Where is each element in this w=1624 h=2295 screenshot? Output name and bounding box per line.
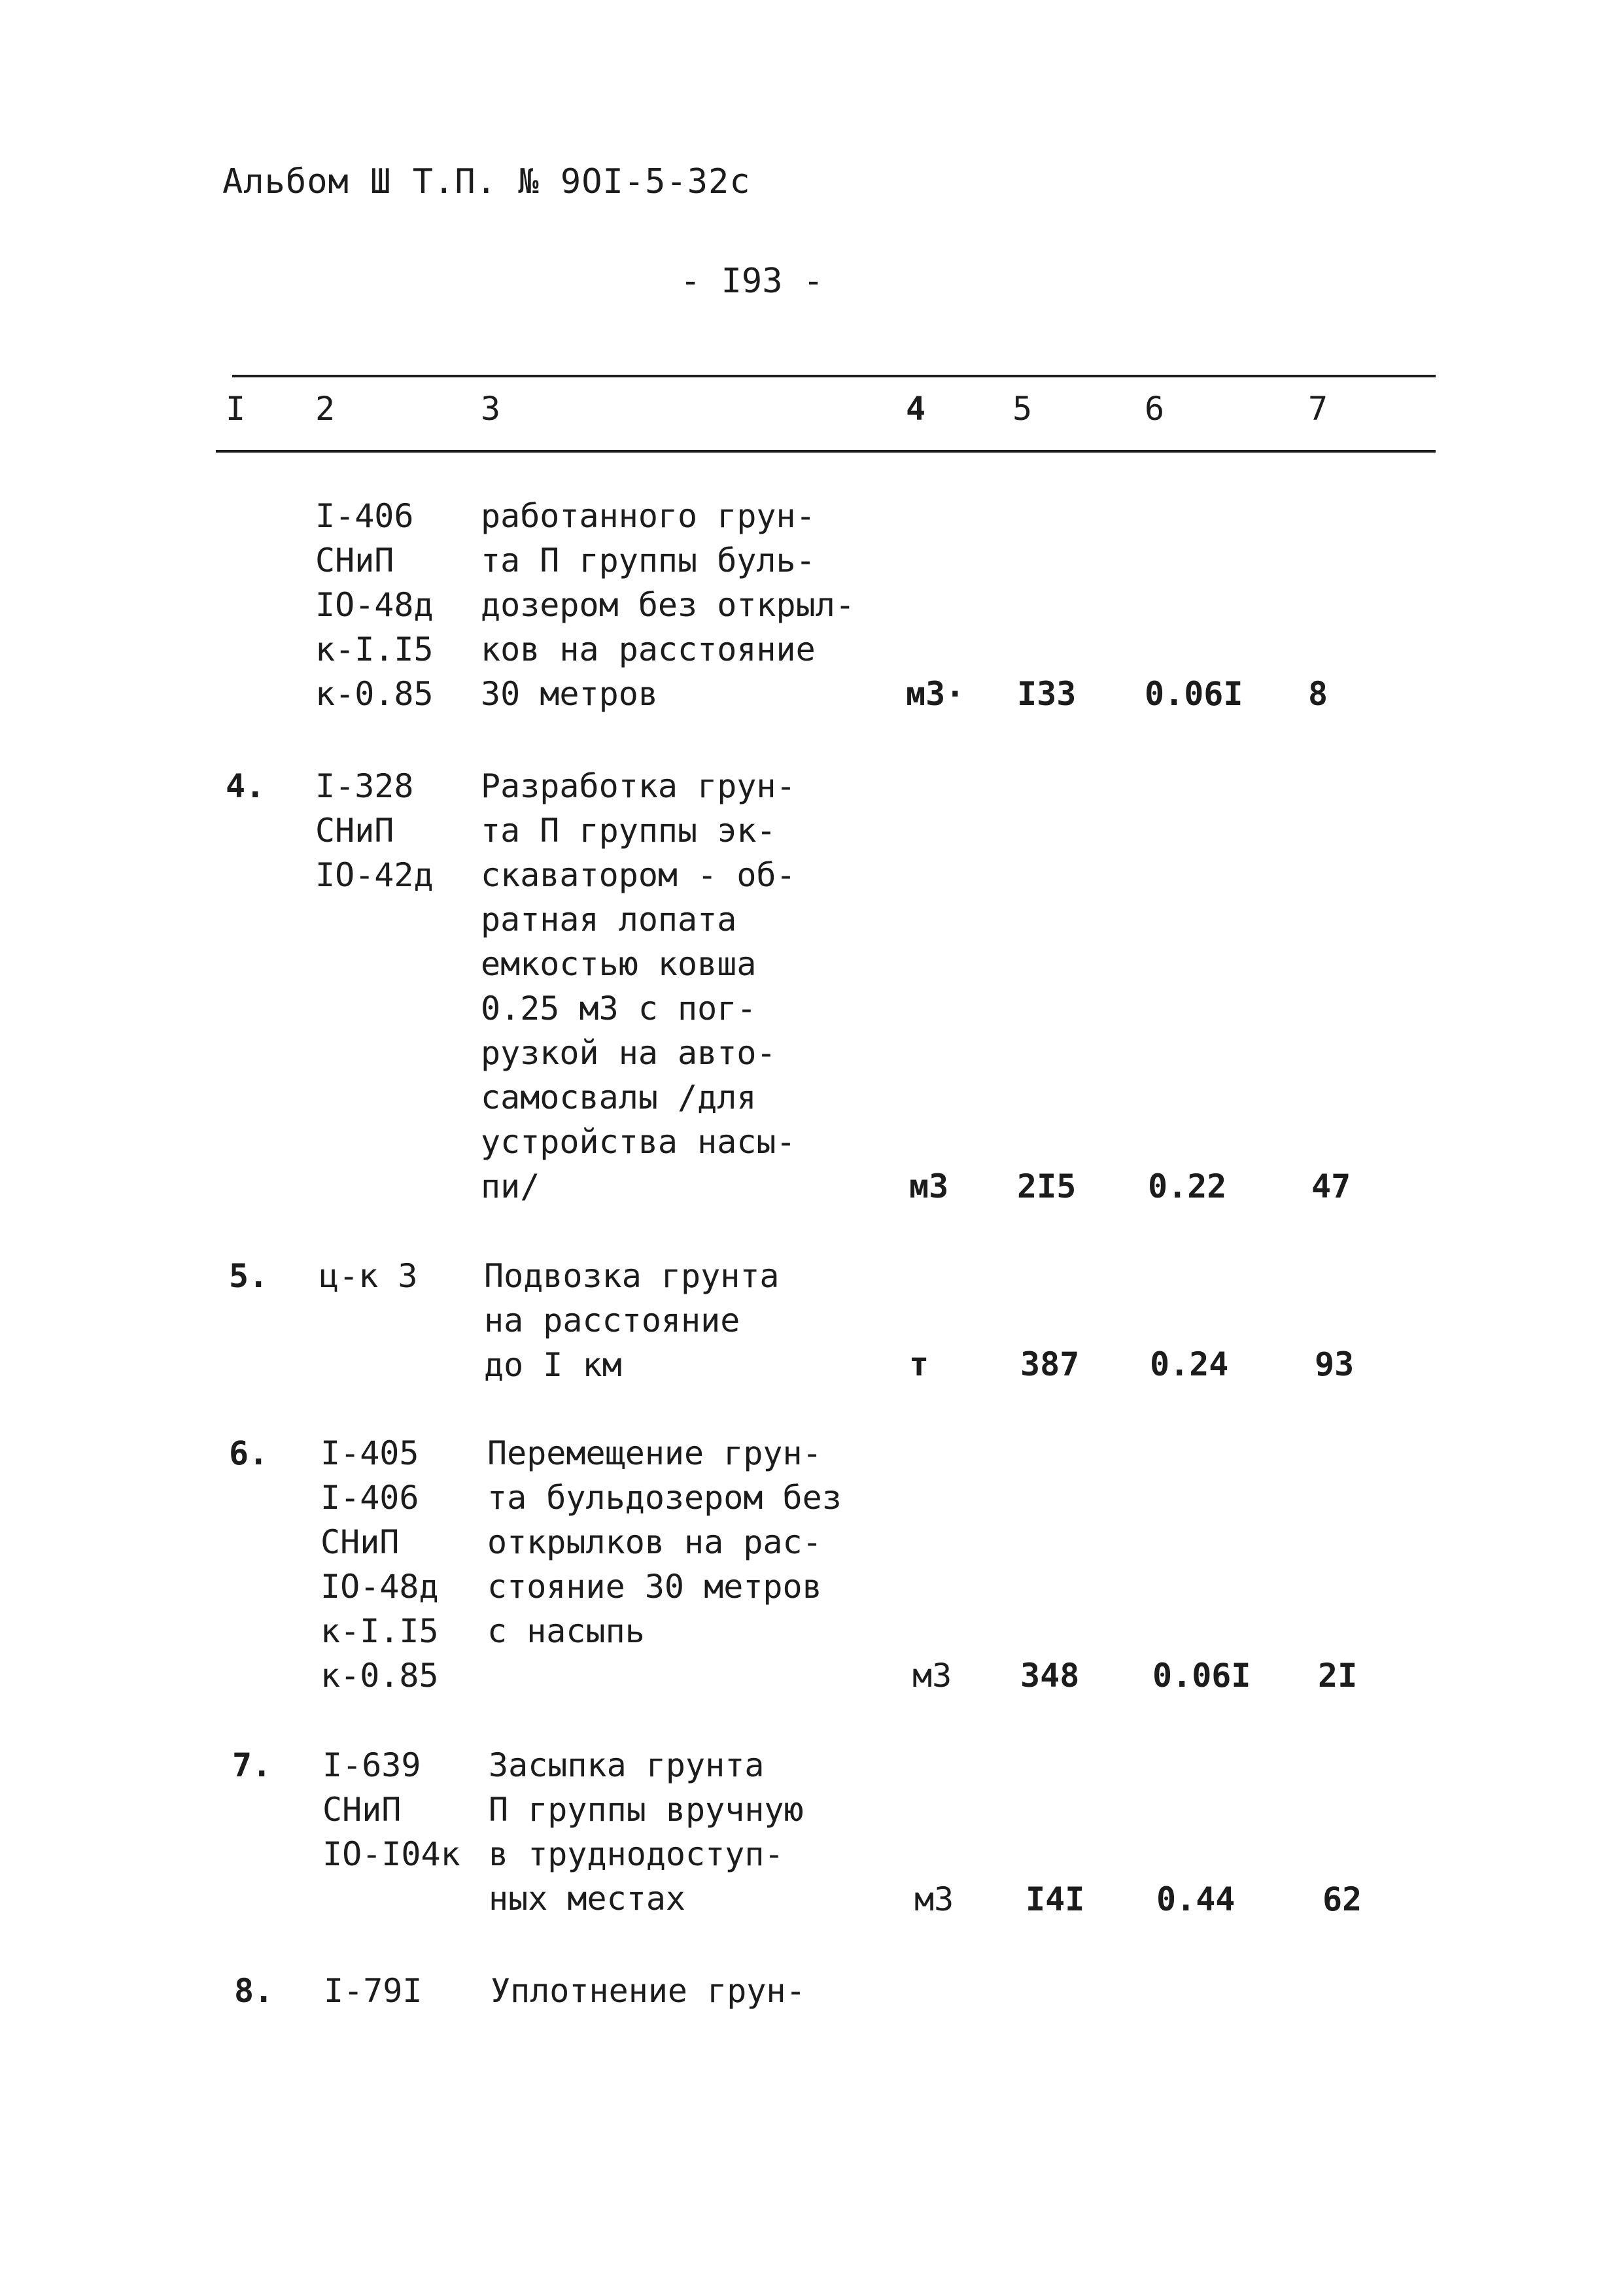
row-description: Разработка грун- та П группы эк- скаватором - об- ратная лопата емкостью ковша 0.25 м3 с пог- рузкой на авто- самосвалы /для устройства насы- пи/ [481, 767, 796, 1205]
row-code: I-639 СНиП IO-I04к [322, 1746, 460, 1873]
row-quantity: 348 [1020, 1657, 1080, 1695]
row-code: I-405 I-406 СНиП IO-48д к-I.I5 к-0.85 [320, 1434, 439, 1695]
row-quantity: 2I5 [1017, 1167, 1077, 1205]
row-unit: м3 [909, 1167, 949, 1205]
row-code: I-79I [324, 1972, 423, 2010]
row-quantity: I4I [1026, 1880, 1085, 1918]
row-description: Засыпка грунта П группы вручную в труднодоступ- ных местах [489, 1746, 804, 1918]
row-total: 93 [1315, 1345, 1355, 1383]
row-rate: 0.24 [1150, 1345, 1229, 1383]
column-header-5: 5 [1012, 390, 1033, 428]
row-unit: м3 [912, 1657, 952, 1695]
row-total: 62 [1322, 1880, 1362, 1918]
row-code: ц-к 3 [319, 1257, 418, 1295]
row-rate: 0.22 [1148, 1167, 1227, 1205]
row-description: Уплотнение грун- [491, 1972, 806, 2010]
row-unit: м3 [914, 1880, 954, 1918]
row-description: Перемещение грун- та бульдозером без открылков на рас- стояние 30 метров с насыпь [487, 1434, 842, 1650]
row-index: 4. [226, 767, 266, 805]
row-total: 47 [1311, 1167, 1351, 1205]
row-quantity: 387 [1020, 1345, 1080, 1383]
column-header-4: 4 [906, 390, 926, 428]
page-number: - I93 - [680, 262, 824, 301]
row-rate: 0.06I [1152, 1657, 1251, 1695]
column-header-7: 7 [1308, 390, 1328, 428]
row-description: Подвозка грунта на расстояние до I км [484, 1257, 780, 1384]
column-header-2: 2 [315, 390, 336, 428]
row-index: 8. [234, 1972, 274, 2010]
row-description: работанного грун- та П группы буль- дозером без открыл- ков на расстояние 30 метров [481, 497, 855, 713]
row-rate: 0.44 [1156, 1880, 1235, 1918]
row-code: I-328 СНиП IO-42д [315, 767, 434, 894]
album-title: Альбом Ш Т.П. № 9OI-5-32с [222, 162, 751, 201]
row-rate: 0.06I [1145, 675, 1243, 713]
row-total: 8 [1308, 675, 1328, 713]
row-code: I-406 СНиП IO-48д к-I.I5 к-0.85 [315, 497, 434, 713]
column-header-3: 3 [481, 390, 501, 428]
row-unit: т [909, 1345, 929, 1383]
row-total: 2I [1318, 1657, 1358, 1695]
row-quantity: I33 [1017, 675, 1077, 713]
column-header-1: I [226, 390, 246, 428]
table-top-rule [232, 375, 1436, 377]
column-header-6: 6 [1145, 390, 1165, 428]
table-header-rule [216, 450, 1436, 453]
row-index: 6. [229, 1434, 269, 1472]
row-index: 7. [232, 1746, 272, 1784]
row-unit: м3· [906, 675, 965, 713]
row-index: 5. [229, 1257, 269, 1295]
